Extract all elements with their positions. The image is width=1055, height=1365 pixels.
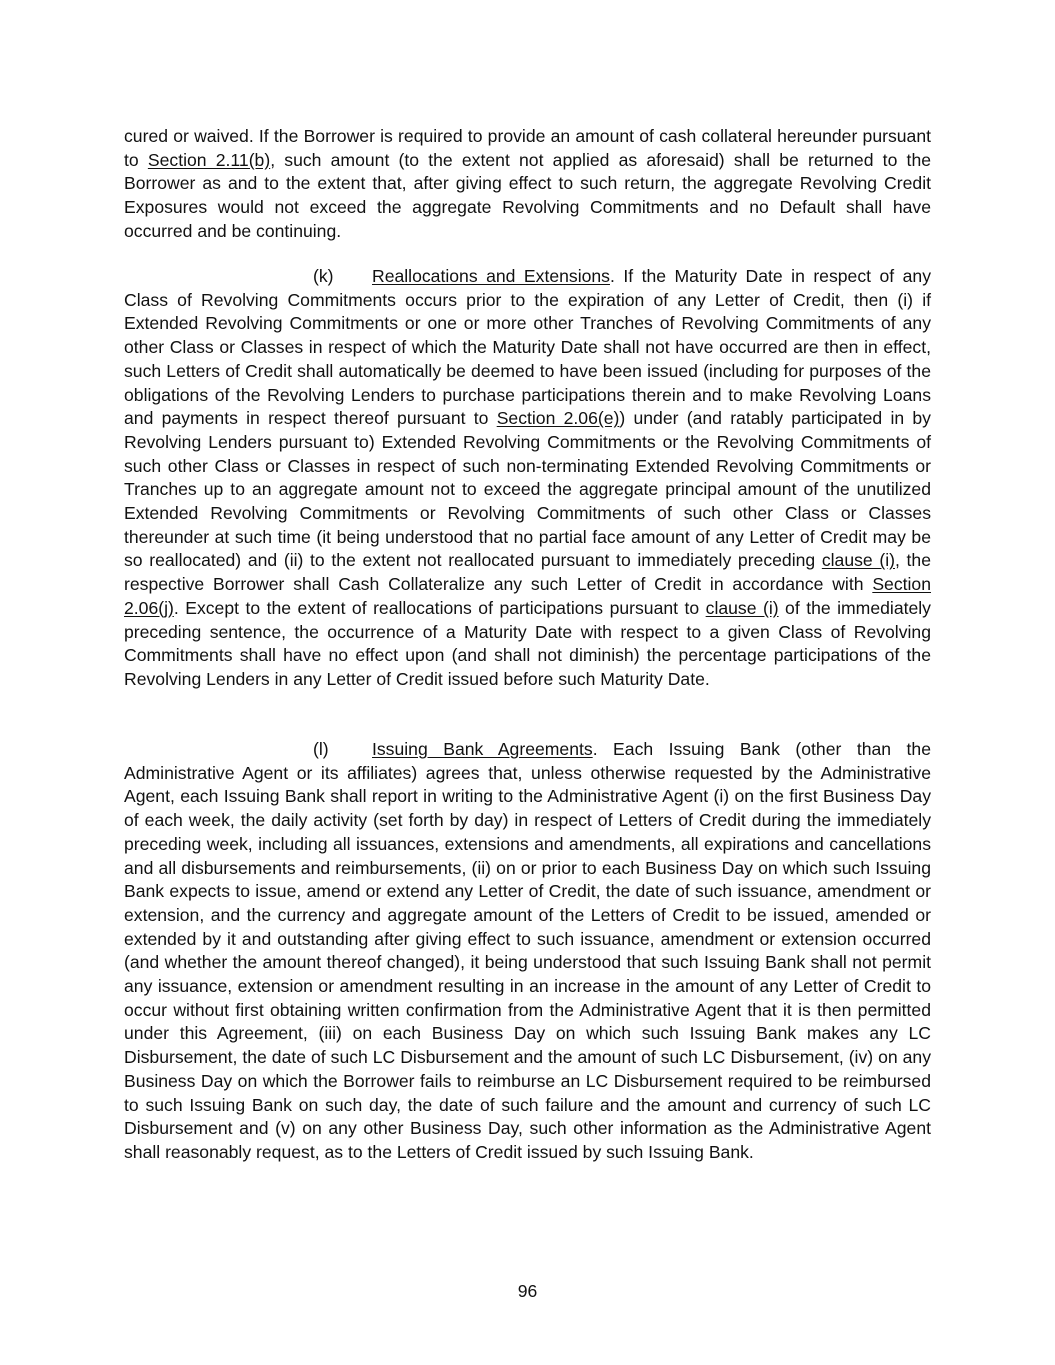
- cross-reference-clause-i: clause (i): [821, 550, 895, 571]
- paragraph-l-issuing-bank: [124, 738, 931, 1165]
- section-heading-issuing-bank: Issuing Bank Agreements: [372, 739, 593, 759]
- cross-reference-section-2-11-b: Section 2.11(b): [147, 149, 271, 170]
- cross-reference-section-2-06-j: Section 2.06(j): [124, 574, 931, 618]
- text-segment: , such amount (to the extent not applied as aforesaid) shall be returned to the Borrower as and to the extent that, after giving effect to such return, the aggregate Revolving Credit Exposures would not exceed the aggregate Revolving Commitments and no Default shall have occurred and be continuing.: [124, 149, 932, 241]
- cross-reference-section-2-06-e: Section 2.06(e): [496, 408, 620, 429]
- paragraph-k-reallocations: [124, 265, 931, 692]
- page-number: 96: [517, 1281, 538, 1301]
- paragraph-continuation: [124, 125, 931, 244]
- text-segment: . Except to the extent of reallocations of participations pursuant to: [173, 597, 706, 618]
- text-segment: . Each Issuing Bank (other than the Administrative Agent or its affiliates) agrees that, unless otherwise requested by the Administrative Agent, each Issuing Bank shall report in writing to the Administrative Agent (i) on the first Business Day of each week, the daily activity (set forth by day) in respect of Letters of Credit during the immediately preceding week, including all issuances, extensions and amendments, all expirations and cancellations and all disbursements and reimbursements, (ii) on or prior to each Business Day on which such Issuing Bank expects to issue, amend or extend any Letter of Credit, the date of such issuance, amendment or extension, and the currency and aggregate amount of the Letters of Credit to be issued, amended or extended by it and outstanding after giving effect to such issuance, amendment or extension occurred (and whether the amount thereof changed), it being understood that such Issuing Bank shall not permit any issuance, extension or amendment resulting in an increase in the amount of any Letter of Credit to occur without first obtaining written confirmation from the Administrative Agent that it is then permitted under this Agreement, (iii) on each Business Day on which such Issuing Bank makes any LC Disbursement, the date of such LC Disbursement and the amount of such LC Disbursement, (iv) on any Business Day on which the Borrower fails to reimburse an LC Disbursement required to be reimbursed to such Issuing Bank on such day, the date of such failure and the amount and currency of such LC Disbursement and (v) on any other Business Day, such other information as the Administrative Agent shall reasonably request, as to the Letters of Credit issued by such Issuing Bank.: [124, 739, 932, 1162]
- text-segment: ) under (and ratably participated in by Revolving Lenders pursuant to) Extended Revolving Commitments or the Revolving Commitments of such other Class or Classes in respect of such non-terminating Extended Revolving Commitments or Tranches up to an aggregate amount not to exceed the aggregate principal amount of the unutilized Extended Revolving Commitments or Revolving Commitments of such other Class or Classes thereunder at such time (it being understood that no partial face amount of any Letter of Credit may be so reallocated) and (ii) to the extent not reallocated pursuant to immediately preceding: [124, 408, 931, 571]
- clause-label-l: (l): [313, 739, 329, 759]
- text-segment: of the immediately preceding sentence, the occurrence of a Maturity Date with respect to a given Class of Revolving Commitments shall have no effect upon (and shall not diminish) the percentage participations of the Revolving Lenders in any Letter of Credit issued before such Maturity Date.: [124, 597, 931, 689]
- text-segment: , the respective Borrower shall Cash Collateralize any such Letter of Credit in accordance with: [124, 550, 932, 595]
- text-segment: . If the Maturity Date in respect of any Class of Revolving Commitments occurs prior to the expiration of any Letter of Credit, then (i) if Extended Revolving Commitments or one or more other Tranches of Revolving Commitments of any other Class or Classes in respect of which the Maturity Date shall not have occurred are then in effect, such Letters of Credit shall automatically be deemed to have been issued (including for purposes of the obligations of the Revolving Lenders to purchase participations therein and to make Revolving Loans and payments in respect thereof pursuant to: [124, 266, 931, 429]
- text-segment: cured or waived. If the Borrower is required to provide an amount of cash collateral hereunder pursuant to: [124, 126, 931, 170]
- cross-reference-clause-i: clause (i): [705, 597, 779, 618]
- section-heading-reallocations: Reallocations and Extensions: [372, 266, 610, 286]
- clause-label-k: (k): [313, 266, 334, 286]
